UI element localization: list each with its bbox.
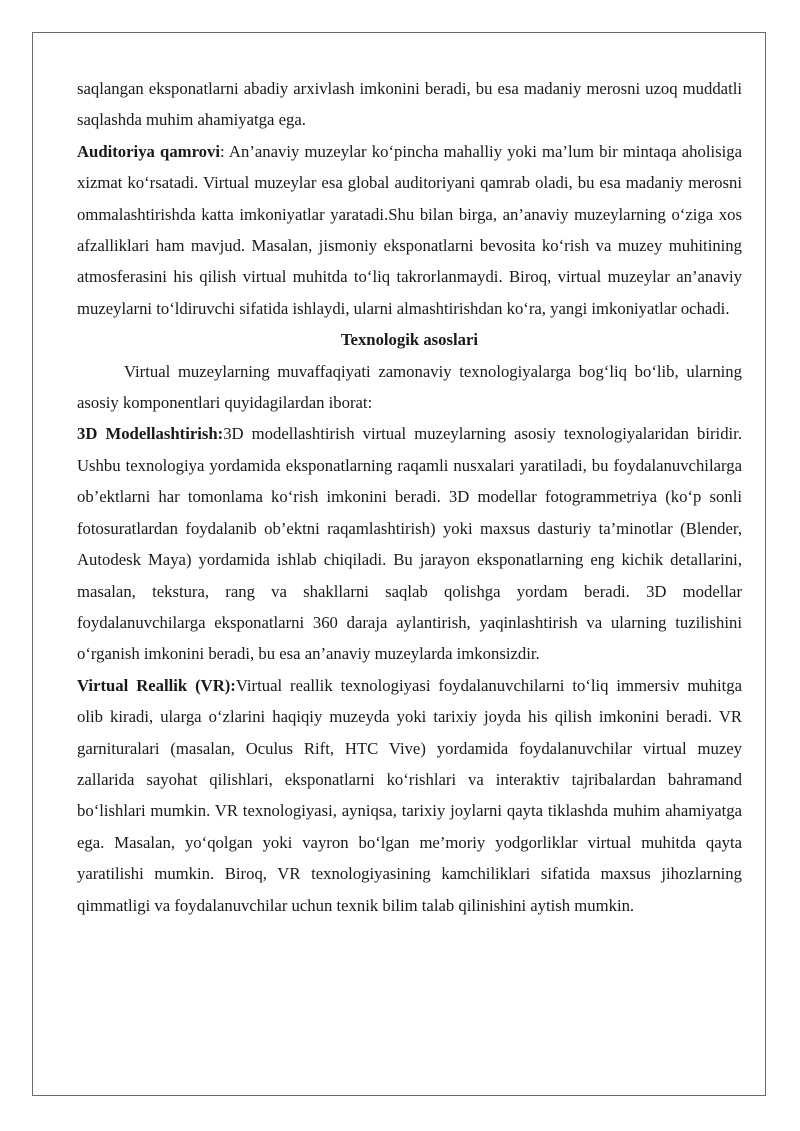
paragraph-lead-term: Auditoriya qamrovi bbox=[77, 141, 221, 161]
section-heading: Texnologik asoslari bbox=[340, 330, 479, 350]
paragraph-text: An’anaviy muzeylar ko‘pincha mahalliy yoki ma’lum bir mintaqa aholisiga xizmat ko‘rsatadi. Virtual muzeylar esa global auditoriyani qamrab oladi, bu esa madaniy merosni ommalashtirishda katta imkoniyatlar yaratadi.Shu bilan birga, an’anaviy muzeylarning o‘ziga xos afzalliklari ham mavjud. Masalan, jismoniy eksponatlarni bevosita ko‘rish va muzey muhitining atmosferasini his qilish virtual muhitda to‘liq takrorlanmaydi. Biroq, virtual muzeylar an’anaviy muzeylarni to‘ldiruvchi sifatida ishlaydi, ularni almashtirishdan ko‘ra, yangi imkoniyatlar ochadi. bbox=[77, 141, 742, 318]
lead-separator: : bbox=[220, 141, 229, 161]
paragraph-intro bbox=[77, 356, 742, 419]
paragraph-text: Virtual reallik texnologiyasi foydalanuvchilarni to‘liq immersiv muhitga olib kiradi, ularga o‘zlarini haqiqiy muzeyda yoki tarixiy joyda his qilish imkonini beradi. VR garnituralari (masalan, Oculus Rift, HTC Vive) yordamida foydalanuvchilar virtual muzey zallarida sayohat qilishlari, eksponatlarni ko‘rishlari va interaktiv tajribalardan bahramand bo‘lishlari mumkin. VR texnologiyasi, ayniqsa, tarixiy joylarni qayta tiklashda muhim ahamiyatga ega. Masalan, yo‘qolgan yoki vayron bo‘lgan me’moriy yodgorliklar virtual muhitda qayta yaratilishi mumkin. Biroq, VR texnologiyasining kamchiliklari sifatida maxsus jihozlarning qimmatligi va foydalanuvchilar uchun texnik bilim talab qilinishini aytish mumkin. bbox=[77, 675, 743, 915]
paragraph-continuation bbox=[77, 73, 742, 136]
paragraph-text: saqlangan eksponatlarni abadiy arxivlash imkonini beradi, bu esa madaniy merosni uzoq muddatli saqlashda muhim ahamiyatga ega. bbox=[77, 79, 742, 130]
document-body bbox=[77, 73, 742, 921]
paragraph-audience-reach bbox=[77, 136, 742, 324]
paragraph-virtual-reality bbox=[77, 670, 742, 921]
paragraph-3d-modeling bbox=[77, 418, 742, 669]
paragraph-lead-term: Virtual Reallik (VR): bbox=[77, 675, 236, 695]
paragraph-text: 3D modellashtirish virtual muzeylarning asosiy texnologiyalaridan biridir. Ushbu texnologiya yordamida eksponatlarning raqamli nusxalari yaratiladi, bu foydalanuvchilarga ob’ektlarni har tomonlama ko‘rish imkonini beradi. 3D modellar fotogrammetriya (ko‘p sonli fotosuratlardan foydalanib ob’ektni raqamlashtirish) yoki maxsus dasturiy ta’minotlar (Blender, Autodesk Maya) yordamida ishlab chiqiladi. Bu jarayon eksponatlarning eng kichik detallarini, masalan, tekstura, rang va shakllarni saqlab qolishga yordam beradi. 3D modellar foydalanuvchilarga eksponatlarni 360 daraja aylantirish, yaqinlashtirish va ularning tuzilishini o‘rganish imkonini beradi, bu esa an’anaviy muzeylarda imkonsizdir. bbox=[77, 424, 742, 664]
paragraph-lead-term: 3D Modellashtirish: bbox=[77, 424, 224, 444]
paragraph-text: Virtual muzeylarning muvaffaqiyati zamonaviy texnologiyalarga bog‘liq bo‘lib, ularning asosiy komponentlari quyidagilardan iborat: bbox=[77, 361, 742, 413]
